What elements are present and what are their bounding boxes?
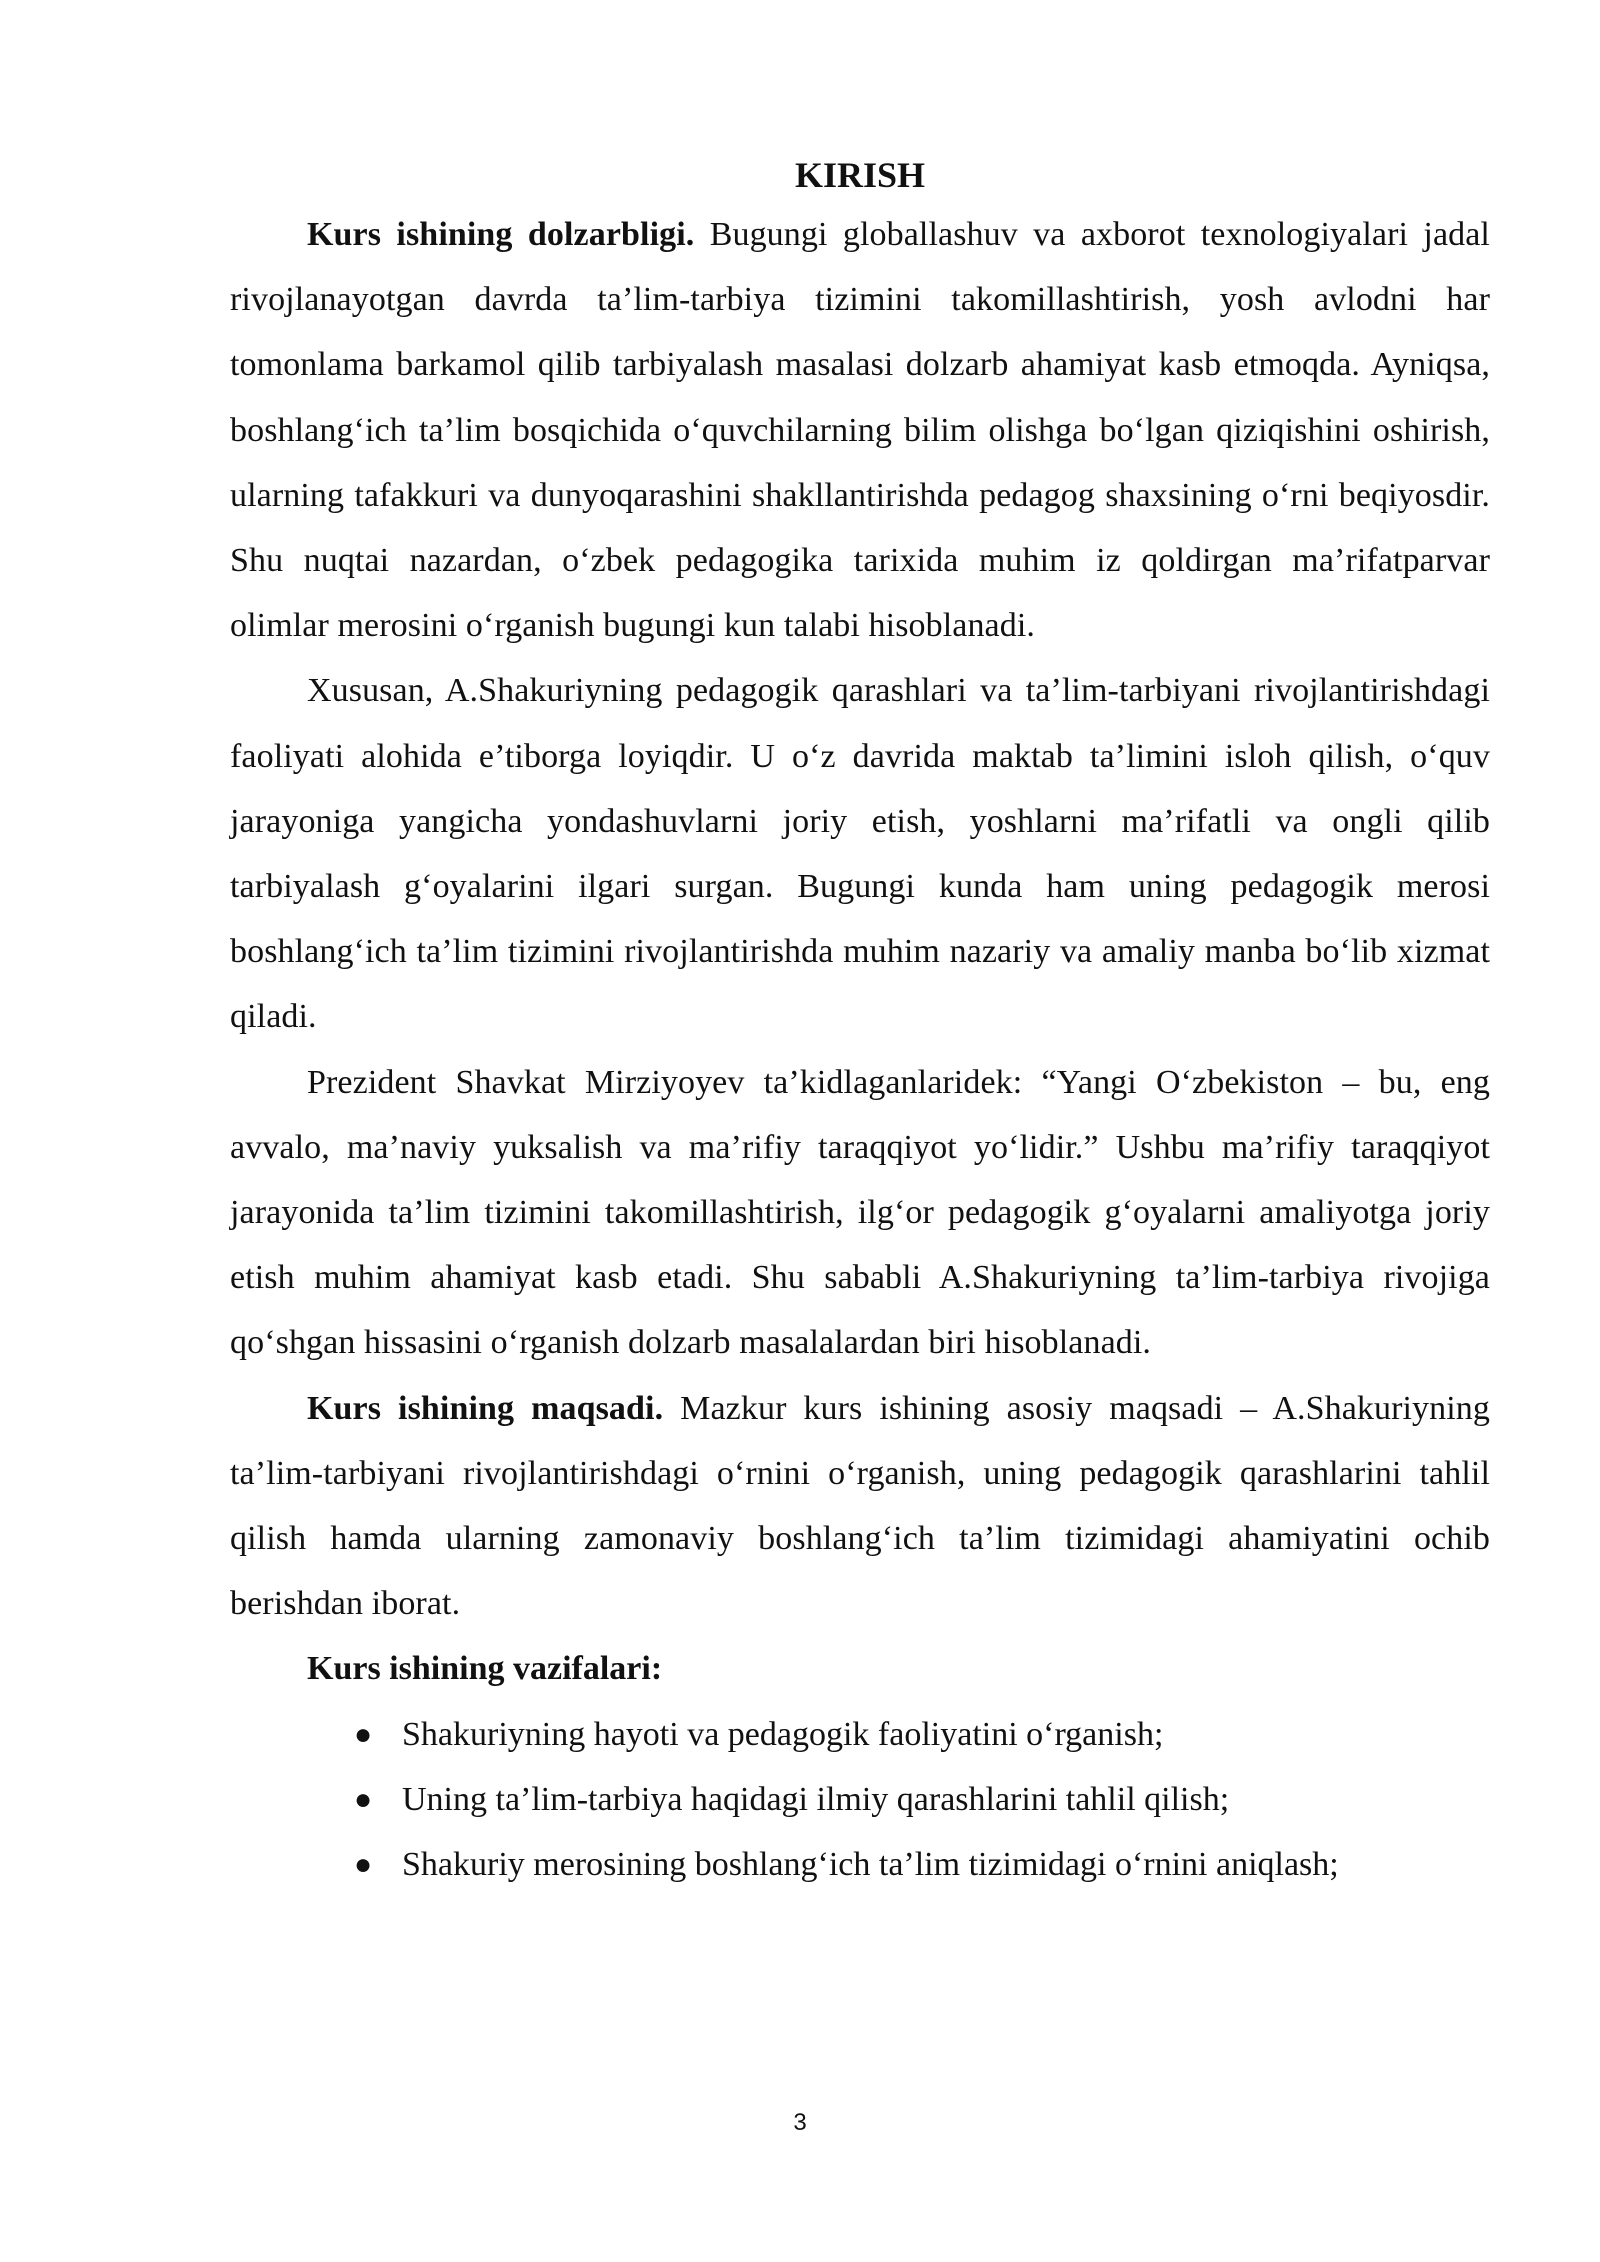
list-item-text: Uning ta’lim-tarbiya haqidagi ilmiy qarashlarini tahlil qilish; xyxy=(402,1780,1230,1818)
page-number: 3 xyxy=(793,2109,807,2136)
paragraph-relevance xyxy=(230,202,1490,658)
paragraph-text: Bugungi globallashuv va axborot texnologiyalari jadal rivojlanayotgan davrda ta’lim-tarbiya tizimini takomillashtirish, yosh avlodni har tomonlama barkamol qilib tarbiyalash masalasi dolzarb ahamiyat kasb etmoqda. Ayniqsa, boshlang‘ich ta’lim bosqichida o‘quvchilarning bilim olishga bo‘lgan qiziqishini oshirish, ularning tafakkuri va dunyoqarashini shakllantirishda pedagog shaxsining o‘rni beqiyosdir. Shu nuqtai nazardan, o‘zbek pedagogika tarixida muhim iz qoldirgan ma’rifatparvar olimlar merosini o‘rganish bugungi kun talabi hisoblanadi. xyxy=(230,216,1490,645)
list-item xyxy=(230,1767,1490,1832)
paragraph-text: Prezident Shavkat Mirziyoyev ta’kidlaganlaridek: “Yangi O‘zbekiston – bu, eng avvalo, ma’naviy yuksalish va ma’rifiy taraqqiyot yo‘lidir.” Ushbu ma’rifiy taraqqiyot jarayonida ta’lim tizimini takomillashtirish, ilg‘or pedagogik g‘oyalarni amaliyotga joriy etish muhim ahamiyat kasb etadi. Shu sababli A.Shakuriyning ta’lim-tarbiya rivojiga qo‘shgan hissasini o‘rganish dolzarb masalalardan biri hisoblanadi. xyxy=(230,1063,1490,1362)
list-item xyxy=(230,1832,1490,1897)
paragraph-lead: Kurs ishining dolzarbligi. xyxy=(307,216,695,253)
bullet-icon: ● xyxy=(354,1848,373,1882)
tasks-heading: Kurs ishining vazifalari: xyxy=(307,1650,663,1688)
paragraph-shakuriy xyxy=(230,658,1490,1049)
section-heading: KIRISH xyxy=(794,155,926,195)
list-item-text: Shakuriyning hayoti va pedagogik faoliyatini o‘rganish; xyxy=(402,1715,1164,1753)
list-item xyxy=(230,1702,1490,1767)
paragraph-lead: Kurs ishining maqsadi. xyxy=(307,1389,664,1427)
list-item-text: Shakuriy merosining boshlang‘ich ta’lim tizimidagi o‘rnini aniqlash; xyxy=(402,1846,1339,1884)
bullet-icon: ● xyxy=(354,1717,373,1751)
page-content xyxy=(230,148,1490,1897)
bullet-icon: ● xyxy=(354,1782,373,1816)
paragraph-goal xyxy=(230,1376,1490,1637)
paragraph-text: Xususan, A.Shakuriyning pedagogik qarashlari va ta’lim-tarbiyani rivojlantirishdagi faoliyati alohida e’tiborga loyiqdir. U o‘z davrida maktab ta’limini isloh qilish, o‘quv jarayoniga yangicha yondashuvlarni joriy etish, yoshlarni ma’rifatli va ongli qilib tarbiyalash g‘oyalarini ilgari surgan. Bugungi kunda ham uning pedagogik merosi boshlang‘ich ta’lim tizimini rivojlantirishda muhim nazariy va amaliy manba bo‘lib xizmat qiladi. xyxy=(230,672,1490,1036)
paragraph-text: Mazkur kurs ishining asosiy maqsadi – A.Shakuriyning ta’lim-tarbiyani rivojlantirishdagi o‘rnini o‘rganish, uning pedagogik qarashlarini tahlil qilish hamda ularning zamonaviy boshlang‘ich ta’lim tizimidagi ahamiyatini ochib berishdan iborat. xyxy=(230,1389,1491,1623)
paragraph-president-quote xyxy=(230,1050,1490,1376)
task-list xyxy=(230,1702,1490,1898)
